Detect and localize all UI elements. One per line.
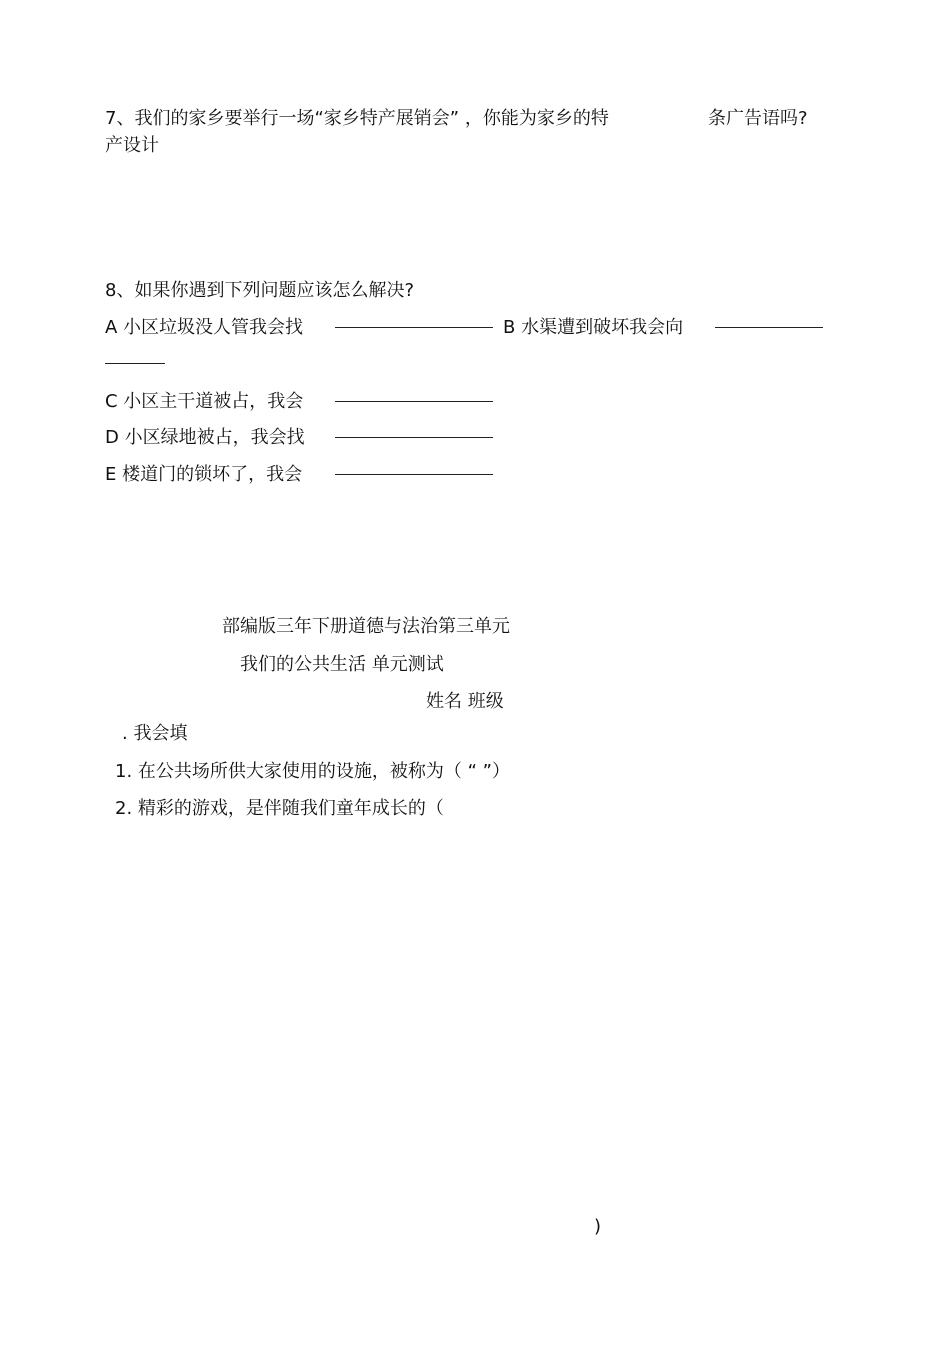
q8-item-b-label: B 水渠遭到破坏我会向 [503, 317, 684, 338]
q7-line2: 产设计 [105, 135, 159, 156]
q8-item-d-label: D 小区绿地被占，我会找 [105, 427, 305, 448]
name-class-fields: 姓名 班级 [426, 691, 504, 712]
section1-title: . 我会填 [122, 723, 188, 744]
q8-item-a-label: A 小区垃圾没人管我会找 [105, 317, 304, 338]
q8-item-c-label: C 小区主干道被占，我会 [105, 391, 304, 412]
q8-item-d-answer-line[interactable] [335, 437, 493, 438]
q8-item-b-answer-line-continued[interactable] [105, 363, 165, 364]
q8-item-a-answer-line[interactable] [335, 327, 493, 328]
test-subtitle: 我们的公共生活 单元测试 [240, 654, 444, 675]
q8-item-e-label: E 楼道门的锁坏了，我会 [105, 464, 303, 485]
test-title: 部编版三年下册道德与法治第三单元 [222, 616, 510, 637]
q8-item-e-answer-line[interactable] [335, 474, 493, 475]
section1-question-2: 2. 精彩的游戏，是伴随我们童年成长的（ [115, 798, 444, 819]
closing-parenthesis: ) [594, 1216, 602, 1237]
q8-title: 8、如果你遇到下列问题应该怎么解决? [105, 280, 415, 301]
section1-question-1: 1. 在公共场所供大家使用的设施，被称为（ “ ”） [115, 761, 510, 782]
q8-item-c-answer-line[interactable] [335, 401, 493, 402]
q7-line1-part2: 条广告语吗? [708, 108, 808, 129]
q8-item-b-answer-line[interactable] [715, 327, 823, 328]
q7-line1-part1: 7、我们的家乡要举行一场“家乡特产展销会” ，你能为家乡的特 [105, 108, 609, 129]
